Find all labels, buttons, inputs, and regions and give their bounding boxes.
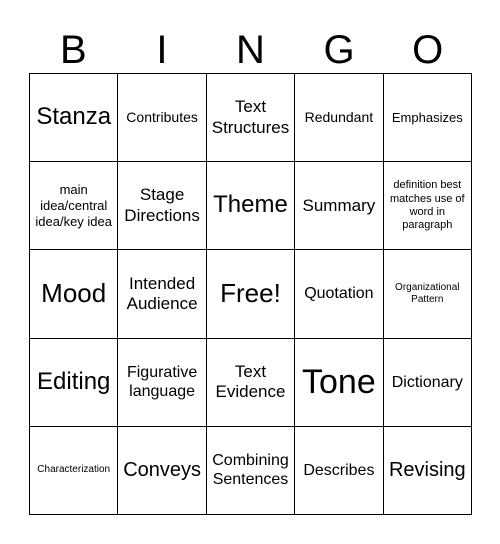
- bingo-cell[interactable]: Describes: [295, 427, 383, 515]
- bingo-cell[interactable]: Intended Audience: [118, 250, 206, 338]
- bingo-cell[interactable]: Dictionary: [384, 339, 472, 427]
- bingo-board: [29, 73, 472, 515]
- bingo-cell[interactable]: Contributes: [118, 74, 206, 162]
- bingo-cell[interactable]: Editing: [30, 339, 118, 427]
- bingo-cell[interactable]: Text Structures: [207, 74, 295, 162]
- bingo-cell[interactable]: Combining Sentences: [207, 427, 295, 515]
- bingo-cell[interactable]: main idea/central idea/key idea: [30, 162, 118, 250]
- bingo-cell[interactable]: Text Evidence: [207, 339, 295, 427]
- bingo-cell[interactable]: definition best matches use of word in paragraph: [384, 162, 472, 250]
- bingo-cell[interactable]: Free!: [207, 250, 295, 338]
- bingo-cell[interactable]: Mood: [30, 250, 118, 338]
- header-letter-o: O: [412, 28, 444, 72]
- header-letter-i: I: [156, 28, 168, 72]
- bingo-cell[interactable]: Quotation: [295, 250, 383, 338]
- bingo-cell[interactable]: Characterization: [30, 427, 118, 515]
- bingo-header: [29, 26, 472, 74]
- bingo-cell[interactable]: Figurative language: [118, 339, 206, 427]
- bingo-cell[interactable]: Organizational Pattern: [384, 250, 472, 338]
- bingo-cell[interactable]: Theme: [207, 162, 295, 250]
- bingo-cell[interactable]: Stanza: [30, 74, 118, 162]
- bingo-cell[interactable]: Stage Directions: [118, 162, 206, 250]
- bingo-cell[interactable]: Redundant: [295, 74, 383, 162]
- header-letter-n: N: [236, 28, 265, 72]
- bingo-cell[interactable]: Tone: [295, 339, 383, 427]
- bingo-cell[interactable]: Conveys: [118, 427, 206, 515]
- header-letter-b: B: [59, 28, 87, 72]
- bingo-cell[interactable]: Summary: [295, 162, 383, 250]
- header-letter-g: G: [323, 28, 355, 72]
- bingo-cell[interactable]: Revising: [384, 427, 472, 515]
- bingo-cell[interactable]: Emphasizes: [384, 74, 472, 162]
